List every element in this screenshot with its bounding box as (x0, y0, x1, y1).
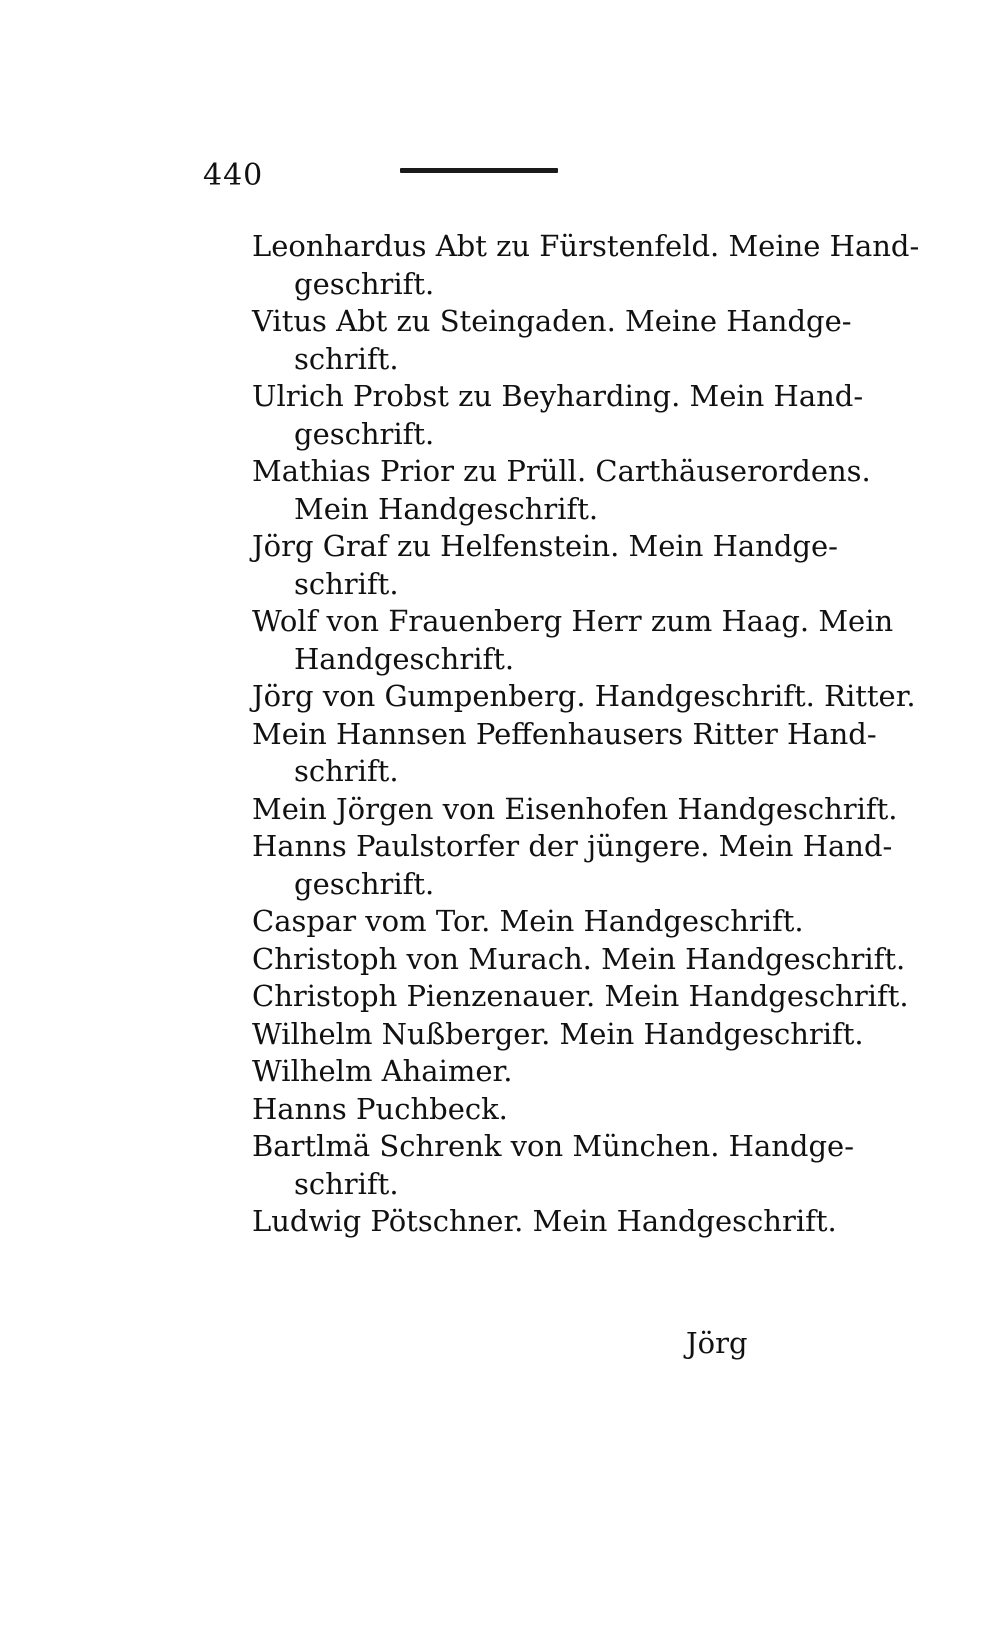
signature-entry (252, 1128, 855, 1203)
entry-continuation-line: geschrift. (294, 866, 435, 901)
signature-entry (252, 1203, 837, 1241)
entry-line: Wilhelm Ahaimer. (252, 1054, 513, 1088)
entry-continuation-line: Handgeschrift. (294, 641, 515, 676)
entry-line: Ludwig Pötschner. Mein Handgeschrift. (252, 1204, 837, 1238)
entry-line: Wolf von Frauenberg Herr zum Haag. Mein (252, 604, 894, 638)
entry-line: Vitus Abt zu Steingaden. Meine Handge- (252, 304, 852, 338)
entry-line: Mein Hannsen Peffenhausers Ritter Hand- (252, 716, 877, 751)
signature-entry (252, 791, 898, 829)
entry-continuation-line: schrift. (294, 341, 399, 376)
signature-entry (252, 903, 804, 941)
signature-entry (252, 941, 906, 979)
entry-continuation-line: geschrift. (294, 416, 435, 451)
catchword: Jörg (686, 1326, 748, 1360)
entry-line: Christoph Pienzenauer. Mein Handgeschrift. (252, 979, 909, 1013)
signature-entry (252, 1053, 797, 1091)
signature-entry (252, 1091, 797, 1129)
entry-continuation-line: Mein Handgeschrift. (294, 491, 599, 526)
signature-entry (252, 1016, 864, 1054)
entry-continuation-line: schrift. (294, 754, 399, 788)
signature-entry (252, 603, 894, 678)
entry-line: Jörg von Gumpenberg. Handgeschrift. Ritter. (252, 679, 916, 713)
signature-entry (252, 378, 864, 453)
signature-entry (252, 678, 916, 716)
entry-line: Mein Jörgen von Eisenhofen Handgeschrift. (252, 791, 898, 826)
entry-line: Ulrich Probst zu Beyharding. Mein Hand- (252, 379, 864, 413)
page-number: 440 (203, 158, 264, 193)
entry-line: Hanns Paulstorfer der jüngere. Mein Hand- (252, 829, 893, 863)
entry-line: Bartlmä Schrenk von München. Handge- (252, 1129, 855, 1163)
entry-line: Christoph von Murach. Mein Handgeschrift. (252, 941, 906, 976)
signature-entry (252, 228, 920, 303)
signature-entry (252, 828, 893, 903)
signature-entry (252, 978, 909, 1016)
entry-line: Jörg Graf zu Helfenstein. Mein Handge- (252, 529, 838, 563)
signature-entry (252, 303, 852, 378)
entry-line: Caspar vom Tor. Mein Handgeschrift. (252, 904, 804, 938)
entry-continuation-line: geschrift. (294, 266, 435, 301)
signature-entry (252, 716, 877, 791)
entry-line: Leonhardus Abt zu Fürstenfeld. Meine Hand- (252, 229, 920, 263)
signature-entry (252, 453, 871, 528)
entry-line: Hanns Puchbeck. (252, 1091, 508, 1126)
header-rule (400, 168, 558, 173)
entry-line: Mathias Prior zu Prüll. Carthäuserordens. (252, 454, 871, 488)
entry-line: Wilhelm Nußberger. Mein Handgeschrift. (252, 1016, 864, 1051)
signature-list (252, 228, 920, 1241)
entry-continuation-line: schrift. (294, 566, 399, 601)
signature-entry (252, 528, 838, 603)
entry-continuation-line: schrift. (294, 1166, 399, 1201)
